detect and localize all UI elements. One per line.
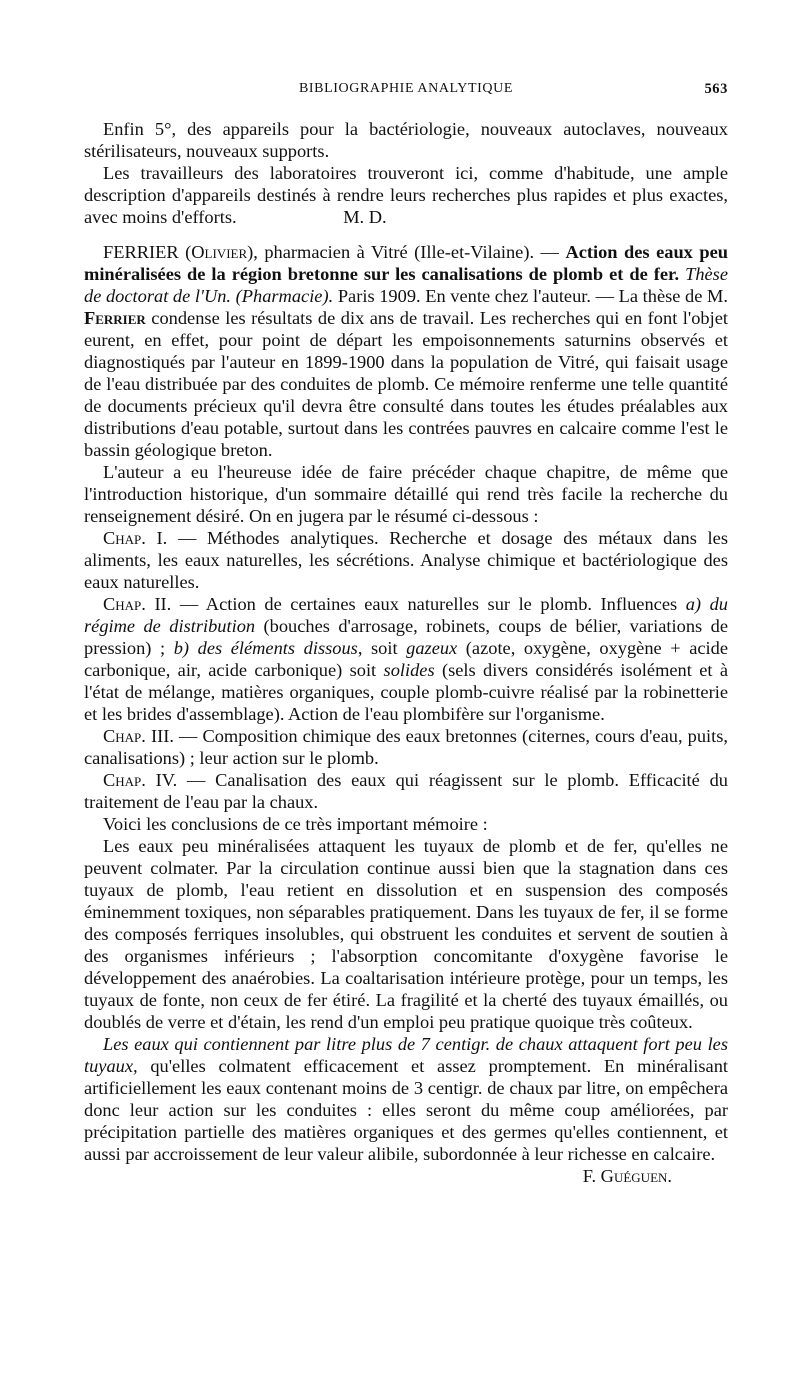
review-author-first: (Olivier) <box>185 242 254 262</box>
section-gap <box>84 228 728 241</box>
intro-signature: M. D. <box>343 207 387 227</box>
review-signature-text: F. Guéguen. <box>582 1166 672 1186</box>
review-title: Action des eaux peu minéralisées de la région bretonne sur les canalisations de plomb et de fer. <box>84 242 728 284</box>
review-thesis: Thèse de doctorat de l'Un. <box>84 264 728 306</box>
running-header <box>84 78 728 100</box>
chapter-4-text: — Canalisation des eaux qui réagissent sur le plomb. Efficacité du traitement de l'eau par la chaux. <box>84 770 728 812</box>
page-body <box>84 118 728 1187</box>
page-number: 563 <box>704 81 728 97</box>
chapter-2-num: II. <box>154 594 172 614</box>
review-summary: condense les résultats de dix ans de travail. Les recherches qui en font l'objet eurent, en effet, pour point de départ les empoisonnements saturnins observés et diagnostiqués par l'auteur en 1899-1900 dans la population de Vitré, qui faisait usage de l'eau distribuée par des conduites de plomb. Ce mémoire renferme une telle quantité de documents précieux qu'il devra être consulté dans toutes les études préalables aux distributions d'eau potable, surtout dans les contrées pauvres en calcaire comme l'est le bassin géologique breton. <box>84 308 728 460</box>
running-title: BIBLIOGRAPHIE ANALYTIQUE <box>298 81 514 96</box>
conclusions-intro: Voici les conclusions de ce très important mémoire : <box>103 814 488 834</box>
review-citation <box>84 241 728 461</box>
chapter-1-text: — Méthodes analytiques. Recherche et dosage des métaux dans les aliments, les eaux naturelles, les sécrétions. Analyse chimique et bactériologique des eaux naturelles. <box>84 528 728 592</box>
chapter-2-italic-a: du régime de distribution <box>84 594 728 636</box>
conclusion-2 <box>84 1033 728 1165</box>
chapter-2-text-e: (sels divers considérés isolément et à l'état de mélange, matières organiques, couple plomb-cuivre réalisé par la robinetterie et les brides d'assemblage). Action de l'eau plombifère sur l'organisme. <box>84 660 728 724</box>
chapter-2-label-a: a) <box>685 594 702 614</box>
review-pub: Paris 1909. En vente chez l'auteur. — La thèse de M. <box>333 286 728 306</box>
review-author-desc: , pharmacien à Vitré (Ille-et-Vilaine). — <box>253 242 566 262</box>
chapter-2 <box>84 593 728 725</box>
chapter-2-italic-d: solides <box>383 660 435 680</box>
chapter-1-num: I. <box>156 528 168 548</box>
chapter-4-num: IV. <box>155 770 178 790</box>
chapter-3-num: III. <box>150 726 174 746</box>
intro-paragraph-2-text: Les travailleurs des laboratoires trouveront ici, comme d'habitude, une ample description d'appareils destinés à rendre leurs recherches plus rapides et plus exactes, avec moins d'efforts. <box>84 163 728 227</box>
chapter-3-word: Chap. <box>103 726 146 746</box>
conclusion-2-italic: Les eaux qui contiennent par litre plus de 7 centigr. de chaux attaquent fort peu les tuyaux, <box>84 1034 728 1076</box>
conclusion-1: Les eaux peu minéralisées attaquent les tuyaux de plomb et de fer, qu'elles ne peuvent colmater. Par la circulation continue aussi bien que la stagnation dans ces tuyaux de plomb, l'eau retient en dissolution et en suspension des composés éminemment toxiques, non séparables pratiquement. Dans les tuyaux de fer, il se forme des composés ferriques insolubles, qui obstruent les conduites et servent de soutien à des organismes inférieurs ; l'absorption concomitante d'oxygène favorise le développement des anaérobies. La coaltarisation intérieure protège, pour un temps, les tuyaux de fonte, non ceux de fer étiré. La fragilité et la cherté des tuyaux émaillés, ou doublés de verre et d'étain, les rend d'un emploi peu pratique quoique très coûteux. <box>84 836 728 1032</box>
chapter-2-word: Chap. <box>103 594 146 614</box>
chapter-4-word: Chap. <box>103 770 146 790</box>
review-author: FERRIER <box>103 242 179 262</box>
review-faculty: (Pharmacie). <box>235 286 334 306</box>
chapter-2-italic-b: des éléments dissous <box>197 638 358 658</box>
chapter-2-label-b: b) <box>173 638 190 658</box>
chapter-2-text-a: — Action de certaines eaux naturelles sur le plomb. Influences <box>171 594 686 614</box>
chapter-3 <box>84 725 728 769</box>
chapter-4 <box>84 769 728 813</box>
intro-paragraph-1: Enfin 5°, des appareils pour la bactériologie, nouveaux autoclaves, nouveaux stérilisateurs, nouveaux supports. <box>84 119 728 161</box>
intro-paragraph-2 <box>84 162 728 228</box>
chapter-2-text-d: (azote, oxygène, oxygène + acide carbonique, air, acide carbonique) soit <box>84 638 728 680</box>
conclusion-2-text: qu'elles colmatent efficacement et assez promptement. En minéralisant artificiellement les eaux contenant moins de 3 centigr. de chaux par litre, on empêchera donc leur action sur les conduites : elles seront du même coup améliorées, par précipitation partielle des matières organiques et des germes qu'elles contiennent, et aussi par accroissement de leur valeur alibile, subordonnée à leur richesse en calcaire. <box>84 1056 728 1164</box>
review-signature <box>84 1165 728 1187</box>
chapter-3-text: — Composition chimique des eaux bretonnes (citernes, cours d'eau, puits, canalisations) ; leur action sur le plomb. <box>84 726 728 768</box>
chapter-1-word: Chap. <box>103 528 146 548</box>
review-intro-paragraph: L'auteur a eu l'heureuse idée de faire précéder chaque chapitre, de même que l'introduction historique, d'un sommaire détaillé qui rend très facile la recherche du renseignement désiré. On en jugera par le résumé ci-dessous : <box>84 462 728 526</box>
chapter-2-italic-c: gazeux <box>406 638 458 658</box>
chapter-2-text-b: (bouches d'arrosage, robinets, coups de bélier, variations de pression) ; <box>84 616 728 658</box>
chapter-1 <box>84 527 728 593</box>
chapter-2-text-c: , soit <box>357 638 407 658</box>
review-author-sc: Ferrier <box>84 308 146 328</box>
